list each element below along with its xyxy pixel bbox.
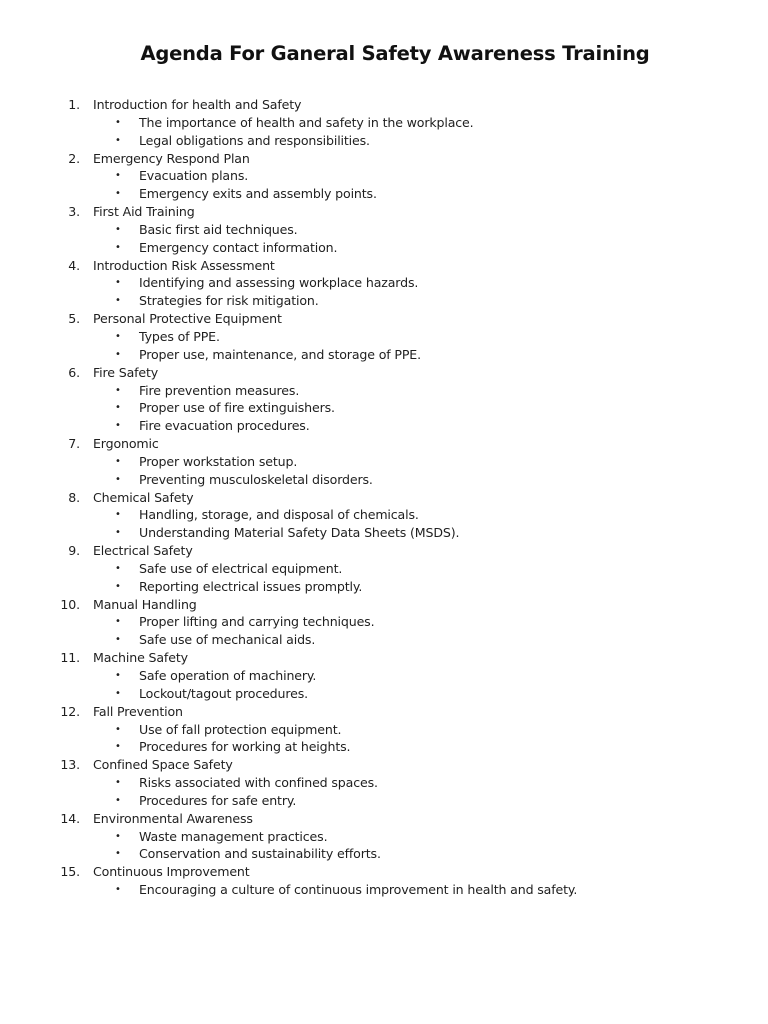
bullet-dot-icon: • <box>115 670 121 681</box>
agenda-item-heading <box>0 150 768 168</box>
agenda-item <box>0 542 768 596</box>
bullet-item <box>0 274 768 292</box>
item-label: Emergency Respond Plan <box>93 150 250 166</box>
agenda-item <box>0 364 768 435</box>
bullet-item <box>0 328 768 346</box>
bullet-dot-icon: • <box>115 687 121 699</box>
item-label: Ergonomic <box>93 436 159 452</box>
bullet-item <box>0 292 768 310</box>
bullet-text: Handling, storage, and disposal of chemicals. <box>139 507 419 523</box>
bullet-item <box>0 453 768 471</box>
bullet-dot-icon: • <box>115 830 121 842</box>
agenda-item-heading <box>0 364 768 382</box>
bullet-dot-icon: • <box>115 794 121 806</box>
sub-bullet-list <box>0 382 768 436</box>
bullet-item <box>0 346 768 364</box>
item-number: 2. <box>68 150 80 166</box>
item-label: First Aid Training <box>93 204 195 220</box>
sub-bullet-list <box>0 114 768 150</box>
bullet-item <box>0 738 768 756</box>
bullet-item <box>0 506 768 524</box>
bullet-dot-icon: • <box>115 741 121 753</box>
item-number: 4. <box>68 257 80 273</box>
bullet-dot-icon: • <box>115 402 121 414</box>
bullet-item <box>0 685 768 703</box>
item-number: 15. <box>60 864 80 880</box>
bullet-text: Conservation and sustainability efforts. <box>139 846 381 862</box>
sub-bullet-list <box>0 774 768 810</box>
bullet-text: Types of PPE. <box>139 328 220 344</box>
bullet-item <box>0 881 768 899</box>
bullet-text: Proper use of fire extinguishers. <box>139 400 335 416</box>
agenda-item <box>0 703 768 757</box>
item-number: 3. <box>68 204 80 220</box>
bullet-item <box>0 185 768 203</box>
item-label: Chemical Safety <box>93 489 194 505</box>
bullet-dot-icon: • <box>115 473 121 485</box>
bullet-text: Proper workstation setup. <box>139 453 298 469</box>
sub-bullet-list <box>0 274 768 310</box>
bullet-dot-icon: • <box>115 848 121 860</box>
agenda-item-heading <box>0 863 768 881</box>
bullet-dot-icon: • <box>115 884 121 896</box>
page-title: Agenda For Ganeral Safety Awareness Training <box>140 42 650 65</box>
bullet-item <box>0 578 768 596</box>
agenda-item <box>0 756 768 810</box>
item-label: Fire Safety <box>93 364 159 380</box>
agenda-item <box>0 810 768 864</box>
bullet-item <box>0 382 768 400</box>
bullet-text: Proper use, maintenance, and storage of PPE. <box>139 346 421 362</box>
bullet-dot-icon: • <box>115 170 121 182</box>
bullet-dot-icon: • <box>115 634 121 646</box>
bullet-dot-icon: • <box>115 420 121 432</box>
bullet-dot-icon: • <box>115 223 121 235</box>
item-number: 10. <box>60 596 80 612</box>
bullet-item <box>0 774 768 792</box>
item-number: 11. <box>60 650 80 666</box>
bullet-item <box>0 828 768 846</box>
bullet-dot-icon: • <box>115 723 121 735</box>
bullet-text: Use of fall protection equipment. <box>139 721 342 737</box>
bullet-item <box>0 114 768 132</box>
item-label: Manual Handling <box>93 596 197 612</box>
bullet-dot-icon: • <box>115 330 121 342</box>
sub-bullet-list <box>0 167 768 203</box>
sub-bullet-list <box>0 560 768 596</box>
item-label: Confined Space Safety <box>93 757 233 773</box>
sub-bullet-list <box>0 453 768 489</box>
item-label: Machine Safety <box>93 650 188 666</box>
item-label: Electrical Safety <box>93 543 193 559</box>
bullet-item <box>0 560 768 578</box>
agenda-item-heading <box>0 257 768 275</box>
sub-bullet-list <box>0 828 768 864</box>
bullet-item <box>0 613 768 631</box>
item-number: 9. <box>68 543 80 559</box>
bullet-dot-icon: • <box>115 777 121 789</box>
bullet-item <box>0 845 768 863</box>
bullet-text: Proper lifting and carrying techniques. <box>139 614 375 630</box>
item-number: 13. <box>60 757 80 773</box>
item-number: 14. <box>60 810 80 826</box>
bullet-item <box>0 721 768 739</box>
bullet-dot-icon: • <box>115 348 121 360</box>
bullet-item <box>0 132 768 150</box>
agenda-item-heading <box>0 596 768 614</box>
bullet-dot-icon: • <box>115 562 121 574</box>
bullet-text: Understanding Material Safety Data Sheets (MSDS). <box>139 525 460 541</box>
item-number: 12. <box>60 703 80 719</box>
agenda-item <box>0 310 768 364</box>
bullet-text: Lockout/tagout procedures. <box>139 685 308 701</box>
bullet-item <box>0 399 768 417</box>
bullet-dot-icon: • <box>115 188 121 200</box>
agenda-item <box>0 203 768 257</box>
bullet-text: Fire evacuation procedures. <box>139 418 310 434</box>
item-label: Environmental Awareness <box>93 810 253 826</box>
agenda-item <box>0 863 768 899</box>
bullet-text: Waste management practices. <box>139 828 328 844</box>
agenda-item-heading <box>0 489 768 507</box>
bullet-dot-icon: • <box>115 241 121 253</box>
agenda-item <box>0 150 768 204</box>
sub-bullet-list <box>0 721 768 757</box>
agenda-item <box>0 96 768 150</box>
bullet-text: Legal obligations and responsibilities. <box>139 132 370 148</box>
bullet-text: Identifying and assessing workplace hazards. <box>139 275 419 291</box>
agenda-item <box>0 596 768 650</box>
bullet-text: Evacuation plans. <box>139 168 249 184</box>
sub-bullet-list <box>0 221 768 257</box>
agenda-item-heading <box>0 542 768 560</box>
bullet-text: Preventing musculoskeletal disorders. <box>139 471 373 487</box>
agenda-list <box>0 96 768 899</box>
agenda-item-heading <box>0 756 768 774</box>
bullet-item <box>0 239 768 257</box>
bullet-item <box>0 524 768 542</box>
agenda-item <box>0 257 768 311</box>
bullet-item <box>0 167 768 185</box>
bullet-text: The importance of health and safety in the workplace. <box>139 114 474 130</box>
bullet-dot-icon: • <box>115 455 121 467</box>
agenda-item-heading <box>0 203 768 221</box>
bullet-item <box>0 667 768 685</box>
bullet-text: Safe use of electrical equipment. <box>139 560 343 576</box>
agenda-item <box>0 489 768 543</box>
item-number: 1. <box>68 97 80 112</box>
bullet-item <box>0 792 768 810</box>
bullet-text: Safe use of mechanical aids. <box>139 632 316 648</box>
bullet-dot-icon: • <box>115 384 121 396</box>
bullet-text: Strategies for risk mitigation. <box>139 293 319 309</box>
bullet-text: Fire prevention measures. <box>139 382 300 398</box>
sub-bullet-list <box>0 667 768 703</box>
bullet-dot-icon: • <box>115 134 121 146</box>
bullet-text: Encouraging a culture of continuous improvement in health and safety. <box>139 882 578 898</box>
agenda-item-heading <box>0 310 768 328</box>
item-label: Personal Protective Equipment <box>93 311 282 327</box>
bullet-dot-icon: • <box>115 527 121 539</box>
agenda-item-heading <box>0 649 768 667</box>
bullet-text: Procedures for safe entry. <box>139 792 297 808</box>
item-number: 7. <box>68 436 80 452</box>
sub-bullet-list <box>0 881 768 899</box>
item-number: 8. <box>68 489 80 505</box>
bullet-item <box>0 221 768 239</box>
agenda-item-heading <box>0 703 768 721</box>
sub-bullet-list <box>0 506 768 542</box>
bullet-text: Procedures for working at heights. <box>139 739 351 755</box>
bullet-text: Emergency contact information. <box>139 239 338 255</box>
bullet-text: Risks associated with confined spaces. <box>139 775 378 791</box>
agenda-item-heading <box>0 810 768 828</box>
item-number: 6. <box>68 364 80 380</box>
item-number: 5. <box>68 311 80 327</box>
bullet-dot-icon: • <box>115 116 121 128</box>
bullet-item <box>0 471 768 489</box>
bullet-item <box>0 631 768 649</box>
item-label: Continuous Improvement <box>93 864 250 880</box>
bullet-dot-icon: • <box>115 616 121 628</box>
bullet-dot-icon: • <box>115 295 121 307</box>
agenda-item-heading <box>0 96 768 114</box>
sub-bullet-list <box>0 328 768 364</box>
bullet-text: Emergency exits and assembly points. <box>139 186 377 202</box>
agenda-item <box>0 649 768 703</box>
item-label: Introduction Risk Assessment <box>93 257 275 273</box>
bullet-dot-icon: • <box>115 580 121 592</box>
agenda-item-heading <box>0 435 768 453</box>
sub-bullet-list <box>0 613 768 649</box>
item-label: Fall Prevention <box>93 703 183 719</box>
bullet-text: Basic first aid techniques. <box>139 221 298 237</box>
item-label: Introduction for health and Safety <box>93 97 302 112</box>
bullet-text: Reporting electrical issues promptly. <box>139 578 363 594</box>
agenda-item <box>0 435 768 489</box>
bullet-dot-icon: • <box>115 277 121 289</box>
bullet-item <box>0 417 768 435</box>
bullet-text: Safe operation of machinery. <box>139 668 317 683</box>
bullet-dot-icon: • <box>115 509 121 521</box>
